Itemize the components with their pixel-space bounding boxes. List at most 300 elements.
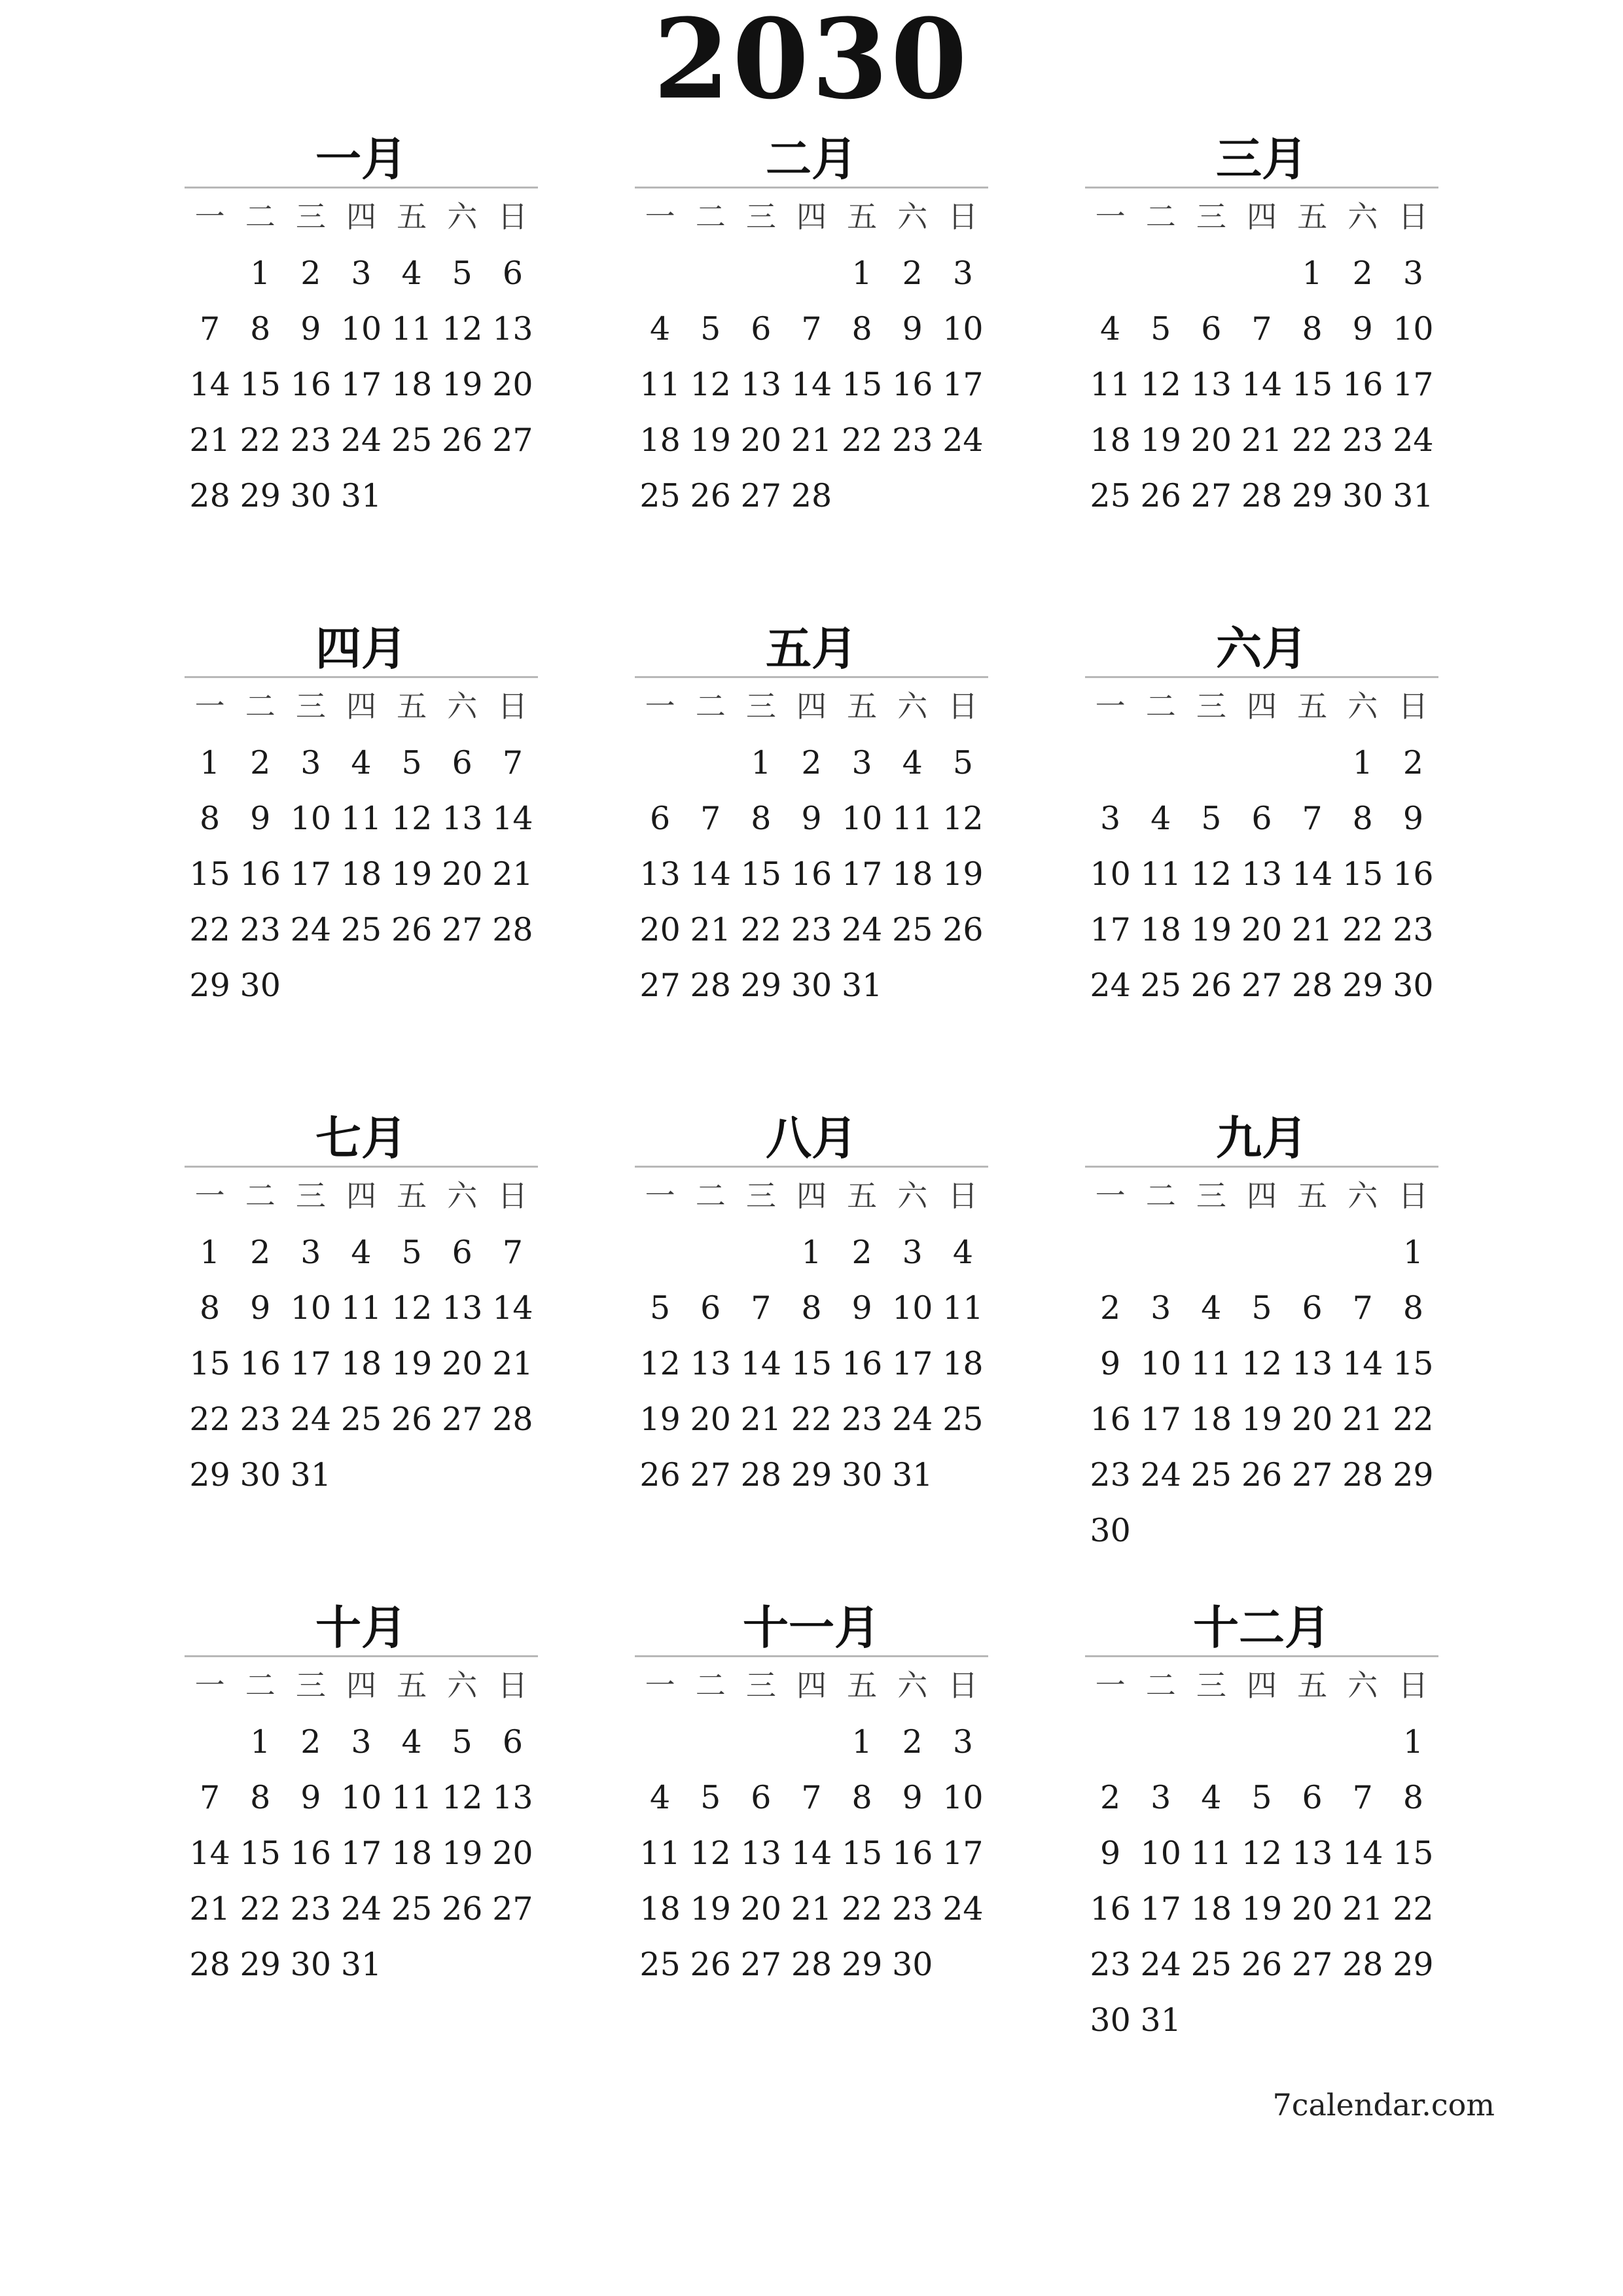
month-name: 二月 <box>766 132 857 186</box>
day-cell: 17 <box>340 1835 382 1872</box>
weekday-label: 六 <box>897 199 928 234</box>
day-cell: 2 <box>1352 255 1373 292</box>
weekday-label: 五 <box>1297 199 1328 234</box>
weekday-label: 五 <box>847 689 878 724</box>
month-grid <box>1085 1659 1438 2048</box>
weekday-label: 三 <box>745 199 776 234</box>
day-cell: 18 <box>340 1345 382 1382</box>
weekday-label: 三 <box>295 199 326 234</box>
day-cell: 7 <box>1352 1289 1373 1327</box>
day-cell: 19 <box>690 1890 731 1928</box>
day-cell: 13 <box>442 1289 483 1327</box>
day-cell: 14 <box>189 1835 230 1872</box>
day-cell: 19 <box>1190 911 1232 948</box>
day-cell: 28 <box>492 1401 533 1438</box>
day-cell: 14 <box>1291 855 1333 893</box>
day-cell: 18 <box>1140 911 1181 948</box>
day-cell: 26 <box>639 1456 681 1494</box>
day-cell: 1 <box>199 744 221 781</box>
day-cell: 8 <box>1352 800 1373 837</box>
month-name: 十一月 <box>743 1601 880 1655</box>
weekday-label: 六 <box>1347 689 1378 724</box>
month-grid <box>635 190 988 524</box>
day-cell: 14 <box>1241 366 1283 403</box>
day-cell: 27 <box>690 1456 731 1494</box>
day-cell: 28 <box>791 477 832 514</box>
day-cell: 22 <box>1291 422 1333 459</box>
day-cell: 6 <box>751 1779 772 1816</box>
weekday-label: 日 <box>948 1178 978 1213</box>
day-cell: 9 <box>902 1779 923 1816</box>
day-cell: 21 <box>492 855 533 893</box>
day-cell: 23 <box>791 911 832 948</box>
day-cell: 4 <box>1201 1289 1222 1327</box>
day-cell: 28 <box>740 1456 782 1494</box>
day-cell: 14 <box>791 366 832 403</box>
weekday-label: 一 <box>1095 1178 1126 1213</box>
month-divider <box>1085 1655 1438 1657</box>
day-cell: 4 <box>649 310 671 348</box>
month-grid <box>185 1169 538 1503</box>
month-divider <box>185 187 538 188</box>
day-cell: 31 <box>340 477 382 514</box>
day-cell: 15 <box>1393 1345 1434 1382</box>
day-cell: 12 <box>639 1345 681 1382</box>
day-cell: 6 <box>1302 1289 1323 1327</box>
month-divider <box>635 1655 988 1657</box>
day-cell: 1 <box>1402 1234 1424 1271</box>
day-cell: 10 <box>340 1779 382 1816</box>
day-cell: 4 <box>952 1234 974 1271</box>
day-cell: 23 <box>1393 911 1434 948</box>
day-cell: 26 <box>1190 967 1232 1004</box>
weekday-label: 六 <box>897 689 928 724</box>
day-cell: 15 <box>841 1835 883 1872</box>
day-cell: 4 <box>1150 800 1171 837</box>
day-cell: 19 <box>690 422 731 459</box>
day-cell: 25 <box>639 477 681 514</box>
day-cell: 23 <box>892 422 933 459</box>
day-cell: 16 <box>1090 1401 1131 1438</box>
weekday-label: 六 <box>447 689 478 724</box>
weekday-label: 六 <box>1347 1178 1378 1213</box>
day-cell: 14 <box>189 366 230 403</box>
day-cell: 28 <box>1342 1456 1383 1494</box>
day-cell: 7 <box>502 744 524 781</box>
day-cell: 26 <box>442 1890 483 1928</box>
day-cell: 22 <box>841 1890 883 1928</box>
weekday-label: 四 <box>346 1178 376 1213</box>
day-cell: 28 <box>1342 1946 1383 1983</box>
day-cell: 27 <box>1190 477 1232 514</box>
day-cell: 29 <box>1342 967 1383 1004</box>
weekday-label: 四 <box>796 689 827 724</box>
day-cell: 5 <box>1201 800 1222 837</box>
day-cell: 11 <box>892 800 933 837</box>
weekday-label: 三 <box>295 689 326 724</box>
weekday-label: 四 <box>346 1668 376 1703</box>
weekday-label: 二 <box>1145 199 1176 234</box>
day-cell: 23 <box>290 422 332 459</box>
day-cell: 9 <box>902 310 923 348</box>
weekday-label: 五 <box>1297 1178 1328 1213</box>
day-cell: 17 <box>942 366 984 403</box>
day-cell: 28 <box>791 1946 832 1983</box>
day-cell: 8 <box>851 1779 872 1816</box>
day-cell: 30 <box>1090 2001 1131 2039</box>
weekday-label: 五 <box>847 1178 878 1213</box>
day-cell: 19 <box>639 1401 681 1438</box>
weekday-label: 二 <box>695 689 726 724</box>
day-cell: 18 <box>1190 1890 1232 1928</box>
day-cell: 5 <box>649 1289 671 1327</box>
month-divider <box>1085 676 1438 678</box>
day-cell: 6 <box>1201 310 1222 348</box>
day-cell: 8 <box>199 1289 221 1327</box>
day-cell: 11 <box>1090 366 1131 403</box>
day-cell: 25 <box>942 1401 984 1438</box>
weekday-label: 二 <box>695 199 726 234</box>
weekday-label: 五 <box>847 199 878 234</box>
month-divider <box>185 1166 538 1168</box>
day-cell: 14 <box>740 1345 782 1382</box>
day-cell: 1 <box>1402 1723 1424 1761</box>
month-name: 四月 <box>315 622 407 675</box>
month-block <box>635 1107 988 1578</box>
day-cell: 3 <box>300 1234 321 1271</box>
day-cell: 13 <box>442 800 483 837</box>
day-cell: 7 <box>801 1779 822 1816</box>
day-cell: 21 <box>189 1890 230 1928</box>
day-cell: 27 <box>1291 1946 1333 1983</box>
day-cell: 21 <box>740 1401 782 1438</box>
day-cell: 8 <box>1402 1779 1424 1816</box>
day-cell: 10 <box>1090 855 1131 893</box>
weekday-label: 四 <box>796 199 827 234</box>
day-cell: 6 <box>452 744 473 781</box>
day-cell: 10 <box>1140 1345 1181 1382</box>
day-cell: 8 <box>199 800 221 837</box>
month-block <box>635 128 988 599</box>
weekday-label: 二 <box>245 1178 276 1213</box>
day-cell: 27 <box>492 422 533 459</box>
day-cell: 6 <box>502 255 524 292</box>
day-cell: 16 <box>240 855 281 893</box>
weekday-label: 四 <box>346 199 376 234</box>
weekday-label: 四 <box>1246 1668 1277 1703</box>
day-cell: 14 <box>1342 1835 1383 1872</box>
day-cell: 22 <box>240 1890 281 1928</box>
day-cell: 29 <box>189 1456 230 1494</box>
day-cell: 24 <box>1140 1456 1181 1494</box>
day-cell: 27 <box>442 911 483 948</box>
month-block <box>185 128 538 599</box>
day-cell: 22 <box>740 911 782 948</box>
day-cell: 15 <box>240 1835 281 1872</box>
day-cell: 20 <box>1291 1401 1333 1438</box>
weekday-label: 二 <box>695 1668 726 1703</box>
weekday-label: 一 <box>1095 689 1126 724</box>
month-name: 八月 <box>766 1111 857 1165</box>
day-cell: 20 <box>1291 1890 1333 1928</box>
day-cell: 31 <box>290 1456 332 1494</box>
day-cell: 6 <box>1251 800 1272 837</box>
day-cell: 28 <box>690 967 731 1004</box>
day-cell: 7 <box>1302 800 1323 837</box>
day-cell: 19 <box>391 1345 433 1382</box>
day-cell: 21 <box>189 422 230 459</box>
day-cell: 3 <box>952 1723 974 1761</box>
day-cell: 11 <box>391 1779 433 1816</box>
month-block <box>1085 617 1438 1088</box>
month-grid <box>1085 1169 1438 1558</box>
day-cell: 12 <box>1140 366 1181 403</box>
weekday-label: 日 <box>948 689 978 724</box>
day-cell: 27 <box>1241 967 1283 1004</box>
month-block <box>1085 1596 1438 2068</box>
day-cell: 9 <box>1402 800 1424 837</box>
month-name: 六月 <box>1216 622 1308 675</box>
weekday-label: 一 <box>645 1668 675 1703</box>
day-cell: 22 <box>240 422 281 459</box>
day-cell: 15 <box>189 855 230 893</box>
day-cell: 9 <box>1099 1835 1121 1872</box>
day-cell: 11 <box>639 366 681 403</box>
month-block <box>185 1596 538 2068</box>
month-name: 三月 <box>1216 132 1308 186</box>
day-cell: 11 <box>340 1289 382 1327</box>
day-cell: 29 <box>740 967 782 1004</box>
day-cell: 9 <box>300 310 321 348</box>
weekday-label: 六 <box>1347 1668 1378 1703</box>
day-cell: 4 <box>351 744 372 781</box>
day-cell: 26 <box>391 1401 433 1438</box>
month-divider <box>1085 1166 1438 1168</box>
weekday-label: 日 <box>948 1668 978 1703</box>
site-credit: 7calendar.com <box>1272 2087 1495 2123</box>
day-cell: 2 <box>902 1723 923 1761</box>
day-cell: 8 <box>851 310 872 348</box>
day-cell: 1 <box>199 1234 221 1271</box>
day-cell: 9 <box>801 800 822 837</box>
day-cell: 17 <box>290 855 332 893</box>
day-cell: 7 <box>199 310 221 348</box>
day-cell: 29 <box>240 477 281 514</box>
day-cell: 11 <box>1190 1835 1232 1872</box>
weekday-label: 一 <box>645 199 675 234</box>
weekday-label: 六 <box>1347 199 1378 234</box>
day-cell: 28 <box>189 1946 230 1983</box>
day-cell: 1 <box>250 1723 271 1761</box>
day-cell: 5 <box>401 744 422 781</box>
weekday-label: 二 <box>1145 1668 1176 1703</box>
day-cell: 11 <box>942 1289 984 1327</box>
day-cell: 17 <box>1090 911 1131 948</box>
month-grid <box>185 679 538 1013</box>
day-cell: 3 <box>351 255 372 292</box>
day-cell: 25 <box>340 911 382 948</box>
day-cell: 26 <box>1241 1946 1283 1983</box>
day-cell: 12 <box>942 800 984 837</box>
month-name: 十月 <box>315 1601 407 1655</box>
weekday-label: 六 <box>447 1668 478 1703</box>
day-cell: 15 <box>791 1345 832 1382</box>
weekday-label: 三 <box>745 689 776 724</box>
day-cell: 14 <box>1342 1345 1383 1382</box>
month-grid <box>635 1659 988 1992</box>
day-cell: 5 <box>1251 1779 1272 1816</box>
day-cell: 24 <box>942 1890 984 1928</box>
day-cell: 12 <box>391 800 433 837</box>
day-cell: 22 <box>1342 911 1383 948</box>
weekday-label: 日 <box>497 1178 528 1213</box>
day-cell: 26 <box>442 422 483 459</box>
weekday-label: 六 <box>897 1668 928 1703</box>
day-cell: 25 <box>391 422 433 459</box>
day-cell: 13 <box>639 855 681 893</box>
day-cell: 8 <box>801 1289 822 1327</box>
day-cell: 19 <box>391 855 433 893</box>
month-divider <box>185 676 538 678</box>
month-divider <box>185 1655 538 1657</box>
day-cell: 3 <box>1150 1289 1171 1327</box>
day-cell: 16 <box>290 366 332 403</box>
weekday-label: 一 <box>194 199 225 234</box>
day-cell: 24 <box>892 1401 933 1438</box>
day-cell: 25 <box>1090 477 1131 514</box>
day-cell: 28 <box>492 911 533 948</box>
day-cell: 31 <box>841 967 883 1004</box>
day-cell: 20 <box>492 1835 533 1872</box>
day-cell: 7 <box>700 800 721 837</box>
month-name: 五月 <box>766 622 857 675</box>
day-cell: 18 <box>1090 422 1131 459</box>
month-block <box>1085 1107 1438 1578</box>
day-cell: 17 <box>340 366 382 403</box>
weekday-label: 三 <box>295 1178 326 1213</box>
day-cell: 30 <box>841 1456 883 1494</box>
day-cell: 4 <box>401 255 422 292</box>
weekday-label: 二 <box>245 1668 276 1703</box>
day-cell: 8 <box>751 800 772 837</box>
day-cell: 16 <box>841 1345 883 1382</box>
day-cell: 5 <box>1150 310 1171 348</box>
day-cell: 13 <box>690 1345 731 1382</box>
month-block <box>185 1107 538 1578</box>
weekday-label: 三 <box>1196 1668 1226 1703</box>
day-cell: 19 <box>1140 422 1181 459</box>
day-cell: 1 <box>250 255 271 292</box>
day-cell: 29 <box>1393 1946 1434 1983</box>
weekday-label: 四 <box>796 1668 827 1703</box>
day-cell: 21 <box>1342 1401 1383 1438</box>
weekday-label: 三 <box>295 1668 326 1703</box>
day-cell: 5 <box>700 310 721 348</box>
day-cell: 28 <box>189 477 230 514</box>
day-cell: 13 <box>740 366 782 403</box>
year-title: 2030 <box>653 0 970 124</box>
day-cell: 5 <box>401 1234 422 1271</box>
day-cell: 18 <box>1190 1401 1232 1438</box>
day-cell: 30 <box>1342 477 1383 514</box>
weekday-label: 一 <box>1095 1668 1126 1703</box>
day-cell: 3 <box>902 1234 923 1271</box>
day-cell: 12 <box>442 1779 483 1816</box>
day-cell: 8 <box>1402 1289 1424 1327</box>
day-cell: 22 <box>1393 1401 1434 1438</box>
day-cell: 10 <box>892 1289 933 1327</box>
day-cell: 30 <box>290 1946 332 1983</box>
day-cell: 25 <box>639 1946 681 1983</box>
month-grid <box>635 679 988 1013</box>
day-cell: 6 <box>1302 1779 1323 1816</box>
weekday-label: 五 <box>1297 689 1328 724</box>
day-cell: 8 <box>250 1779 271 1816</box>
day-cell: 27 <box>442 1401 483 1438</box>
day-cell: 31 <box>340 1946 382 1983</box>
day-cell: 13 <box>492 1779 533 1816</box>
weekday-label: 五 <box>397 199 427 234</box>
weekday-label: 一 <box>645 689 675 724</box>
day-cell: 12 <box>1241 1345 1283 1382</box>
day-cell: 15 <box>1342 855 1383 893</box>
day-cell: 22 <box>1393 1890 1434 1928</box>
month-block <box>185 617 538 1088</box>
day-cell: 9 <box>1352 310 1373 348</box>
day-cell: 13 <box>1291 1345 1333 1382</box>
day-cell: 29 <box>189 967 230 1004</box>
day-cell: 3 <box>1150 1779 1171 1816</box>
day-cell: 22 <box>189 1401 230 1438</box>
day-cell: 27 <box>740 1946 782 1983</box>
weekday-label: 三 <box>1196 689 1226 724</box>
day-cell: 4 <box>1201 1779 1222 1816</box>
weekday-label: 四 <box>1246 1178 1277 1213</box>
day-cell: 17 <box>892 1345 933 1382</box>
day-cell: 18 <box>639 422 681 459</box>
day-cell: 30 <box>1393 967 1434 1004</box>
day-cell: 16 <box>1393 855 1434 893</box>
day-cell: 21 <box>791 1890 832 1928</box>
weekday-label: 六 <box>447 199 478 234</box>
day-cell: 7 <box>1352 1779 1373 1816</box>
day-cell: 31 <box>1393 477 1434 514</box>
day-cell: 15 <box>740 855 782 893</box>
day-cell: 8 <box>250 310 271 348</box>
day-cell: 18 <box>639 1890 681 1928</box>
day-cell: 22 <box>791 1401 832 1438</box>
day-cell: 4 <box>401 1723 422 1761</box>
day-cell: 9 <box>250 800 271 837</box>
day-cell: 22 <box>841 422 883 459</box>
day-cell: 23 <box>841 1401 883 1438</box>
day-cell: 26 <box>1241 1456 1283 1494</box>
day-cell: 16 <box>290 1835 332 1872</box>
day-cell: 21 <box>492 1345 533 1382</box>
day-cell: 19 <box>442 366 483 403</box>
day-cell: 31 <box>1140 2001 1181 2039</box>
weekday-label: 一 <box>645 1178 675 1213</box>
day-cell: 21 <box>1291 911 1333 948</box>
weekday-label: 四 <box>796 1178 827 1213</box>
weekday-label: 三 <box>1196 199 1226 234</box>
day-cell: 15 <box>841 366 883 403</box>
day-cell: 25 <box>1190 1456 1232 1494</box>
day-cell: 10 <box>340 310 382 348</box>
day-cell: 12 <box>690 366 731 403</box>
weekday-label: 三 <box>745 1668 776 1703</box>
day-cell: 9 <box>250 1289 271 1327</box>
